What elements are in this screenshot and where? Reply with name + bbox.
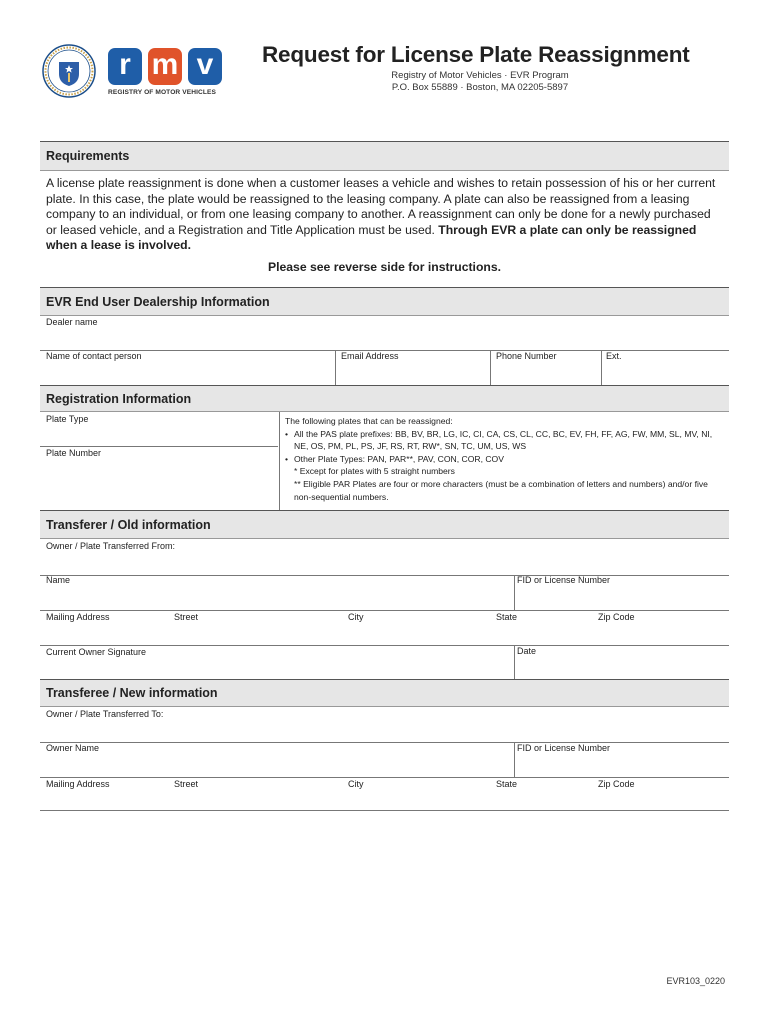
name-label: Name (46, 575, 71, 585)
plate-type-label: Plate Type (46, 414, 89, 424)
rmv-logo-r: r (108, 48, 142, 85)
dealer-heading: EVR End User Dealership Information (40, 287, 729, 316)
owner-from-label: Owner / Plate Transferred From: (46, 541, 176, 551)
owner-to-label: Owner / Plate Transferred To: (46, 709, 164, 719)
mailing-address-label: Mailing Address (46, 779, 110, 789)
divider (40, 777, 729, 778)
list-item: • Other Plate Types: PAN, PAR**, PAV, CON, COR, COV (285, 453, 504, 464)
divider (40, 610, 729, 611)
fid-label: FID or License Number (517, 743, 611, 753)
name-input[interactable] (40, 587, 513, 609)
signature-label: Current Owner Signature (46, 647, 147, 657)
dealer-name-input[interactable] (40, 327, 729, 349)
rmv-logo (108, 48, 228, 100)
contact-person-input[interactable] (40, 362, 334, 384)
city-label: City (348, 612, 364, 622)
street-label: Street (174, 779, 199, 789)
date-input[interactable] (515, 658, 729, 679)
page-title: Request for License Plate Reassignment (262, 42, 690, 67)
ext-label: Ext. (606, 351, 622, 361)
contact-person-label: Name of contact person (46, 351, 142, 361)
street-label: Street (174, 612, 199, 622)
divider (40, 575, 729, 576)
state-label: State (496, 612, 518, 622)
email-label: Email Address (341, 351, 399, 361)
ext-input[interactable] (602, 362, 729, 384)
phone-input[interactable] (491, 362, 600, 384)
form-code: EVR103_0220 (666, 976, 725, 986)
owner-to-input[interactable] (40, 720, 729, 741)
pas-prefixes-text: All the PAS plate prefixes: BB, BV, BR, LG, IC, CI, CA, CS, CL, CC, BC, EV, FH, FF, AG, FW, MM, SL, MV, NI, NE, OS, PM, PL, PS, JF, RS, RT, RW*, SN, TC, UM, US, WS (294, 428, 713, 452)
divider (40, 742, 729, 743)
zip-label: Zip Code (598, 779, 635, 789)
footnote-2: ** Eligible PAR Plates are four or more characters (must be a combination of letters and numbers) and/or five non-sequential numbers. (294, 478, 708, 502)
phone-label: Phone Number (496, 351, 557, 361)
requirements-text: A license plate reassignment is done when a customer leases a vehicle and wishes to retain possession of his or her current plate. In this case, the plate would be reassigned to the leasing company. A plate can also be reassigned from a leasing company to an individual, or from one leasing company to another. A reassignment can only be done for a newly purchased or leased vehicle, and a Registration and Title Application must be used. Through EVR a plate can only be reassigned when a lease is involved. (46, 176, 716, 252)
header-subtitle: Registry of Motor Vehicles · EVR Program (391, 70, 569, 81)
fid-label: FID or License Number (517, 575, 611, 585)
city-label: City (348, 779, 364, 789)
list-item: • All the PAS plate prefixes: BB, BV, BR, LG, IC, CI, CA, CS, CL, CC, BC, EV, FH, FF, AG, FW, MM, SL, MV, NI, NE, OS, PM, PL, PS, JF, RS, RT, RW*, SN, TC, UM, US, WS (285, 428, 725, 453)
owner-from-input[interactable] (40, 552, 729, 574)
reverse-side-note: Please see reverse side for instructions. (267, 260, 502, 274)
registration-heading: Registration Information (40, 385, 729, 412)
email-input[interactable] (336, 362, 489, 384)
state-label: State (496, 779, 518, 789)
rmv-logo-tagline: REGISTRY OF MOTOR VEHICLES (108, 89, 216, 96)
fid-input[interactable] (515, 587, 729, 609)
plate-number-input[interactable] (40, 460, 278, 508)
reassignable-plates-info (285, 415, 725, 503)
owner-name-input[interactable] (40, 755, 513, 776)
divider (40, 645, 729, 646)
header-address: P.O. Box 55889 · Boston, MA 02205-5897 (391, 82, 569, 93)
zip-label: Zip Code (598, 612, 635, 622)
transferer-heading: Transferer / Old information (40, 510, 729, 539)
date-label: Date (517, 646, 537, 656)
transferee-heading: Transferee / New information (40, 679, 729, 707)
info-title: The following plates that can be reassigned: (285, 416, 453, 426)
dealer-name-label: Dealer name (46, 317, 98, 327)
plate-type-input[interactable] (40, 425, 278, 445)
mailing-address-input[interactable] (40, 790, 729, 809)
mailing-address-input[interactable] (40, 623, 729, 644)
mailing-address-label: Mailing Address (46, 612, 110, 622)
requirements-heading: Requirements (40, 141, 729, 171)
rmv-logo-v: v (188, 48, 222, 85)
massachusetts-seal-icon (42, 44, 96, 98)
other-plate-types-text: Other Plate Types: PAN, PAR**, PAV, CON, COR, COV (294, 453, 504, 464)
fid-input[interactable] (515, 755, 729, 776)
divider (40, 810, 729, 811)
divider (279, 412, 280, 510)
owner-name-label: Owner Name (46, 743, 100, 753)
footnote-1: * Except for plates with 5 straight numbers (294, 466, 455, 477)
rmv-logo-m: m (148, 48, 182, 85)
plate-number-label: Plate Number (46, 448, 102, 458)
signature-input[interactable] (40, 658, 513, 679)
